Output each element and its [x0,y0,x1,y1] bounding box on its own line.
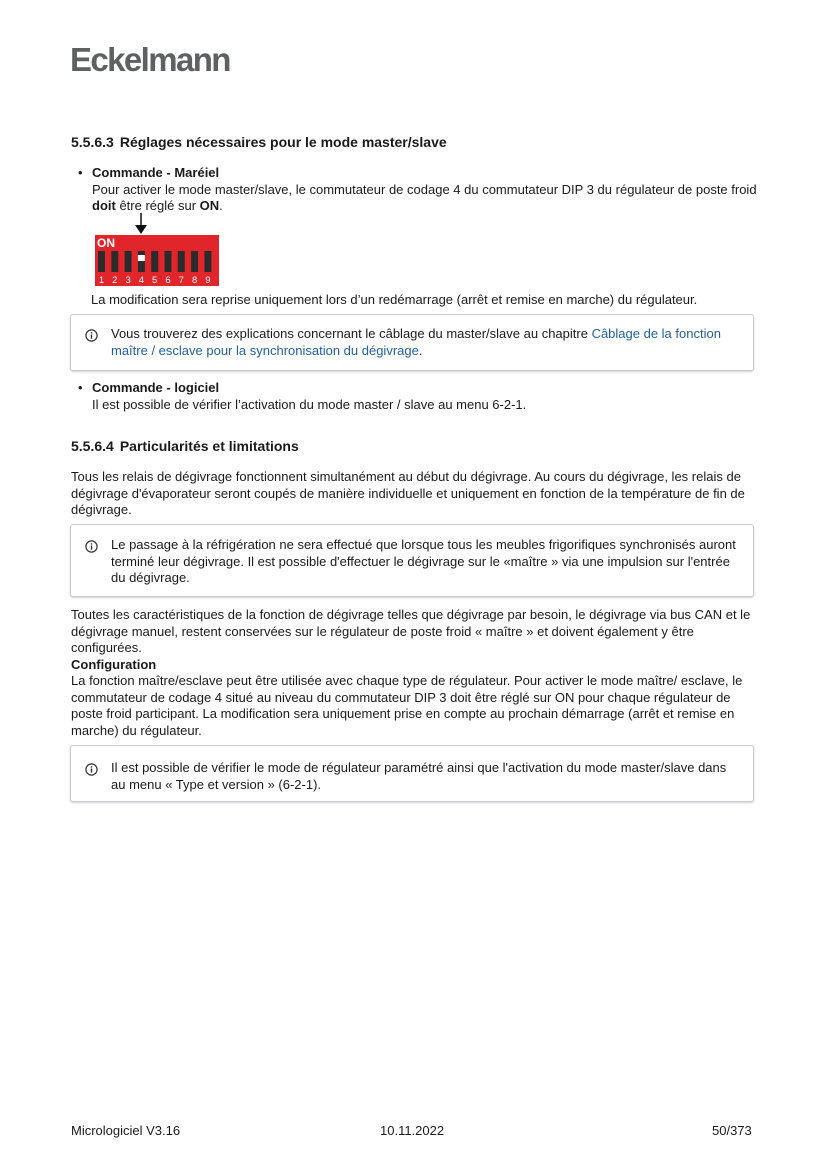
bullet-heading: Commande - Maréiel [92,165,220,180]
paragraph-configuration: La fonction maître/esclave peut être utilisée avec chaque type de régulateur. Pour activer le mode maître/ esclave, le commutateur de codage 4 situé au niveau du commutateur DIP 3 doit être réglé sur ON pour chaque régulateur de poste froid participant. La modification sera uniquement prise en compte au prochain démarrage (arrêt et remise en marche) du régulateur. [71,673,743,738]
dip-number-label: 4 [138,275,145,286]
footer-date: 10.11.2022 [380,1123,445,1138]
dip-switch-4 [138,251,145,272]
info-note-wiring [70,314,754,371]
section-number: 5.5.6.3 [71,134,114,150]
dip-switch-2 [111,251,118,272]
dip-number-label: 6 [165,275,171,286]
chapter-link[interactable]: Câblage de la fonction maître / esclave pour la synchronisation du dégivrage [111,326,721,358]
section-title: Particularités et limitations [119,438,299,454]
dip-number-label: 7 [178,275,184,286]
dip-on-label: ON [97,236,115,250]
bullet-marker: • [78,165,83,180]
info-note-menu [70,745,754,802]
bullet-software [78,380,758,413]
bullet-text: Pour activer le mode master/slave, le commutateur de codage 4 du commutateur DIP 3 du régulateur de poste froid doit être réglé sur ON. [92,181,757,213]
dip-switch-image [95,235,219,286]
eckelmann-logo: Eckelmann [70,41,230,78]
arrow-down-icon [134,213,148,235]
bullet-heading: Commande - logiciel [92,380,220,395]
bullet-hardware [78,165,758,215]
note-text: Le passage à la réfrigération ne sera effectué que lorsque tous les meubles frigorifiques synchronisés auront terminé leur dégivrage. Il est possible d'effectuer le dégivrage sur le «maître » via une impulsion sur l'entrée du dégivrage. [111,537,736,585]
info-note-refrigeration [70,524,754,597]
section-title: Réglages nécessaires pour le mode master/slave [119,134,447,150]
dip-number-label: 5 [152,275,158,286]
footer-page-number: 50/373 [712,1123,752,1138]
dip-switch-9 [204,251,211,272]
section-heading-5-5-6-3 [71,134,447,151]
paragraph-relays: Tous les relais de dégivrage fonctionnent simultanément au début du dégivrage. Au cours du dégivrage, les relais de dégivrage d'évaporateur seront coupés de manière individuelle et uniquement en fonction de la température de fin de dégivrage. [71,469,745,517]
dip-number-label: 9 [205,275,211,286]
bullet-marker: • [78,380,83,395]
footer-firmware: Micrologiciel V3.16 [71,1123,181,1138]
info-circle-icon [85,763,98,776]
note-text: Il est possible de vérifier le mode de régulateur paramétré ainsi que l'activation du mode master/slave dans au menu « Type et version » (6-2-1). [111,760,727,792]
dip-switch-8 [191,251,198,272]
configuration-heading: Configuration [71,657,157,672]
dip-number-label: 2 [112,275,118,286]
dip-switch-3 [125,251,132,272]
info-circle-icon [85,329,98,342]
dip-number-label: 1 [98,275,105,286]
dip-switch-knob-on [138,255,145,261]
section-number: 5.5.6.4 [71,438,114,454]
paragraph-characteristics: Toutes les caractéristiques de la fonction de dégivrage telles que dégivrage par besoin, le dégivrage via bus CAN et le dégivrage manuel, restent conservées sur le régulateur de poste froid « maître » et doivent également y être configurées. [71,607,751,655]
section-heading-5-5-6-4 [71,438,299,455]
dip-switch-5 [151,251,158,272]
info-circle-icon [85,540,98,553]
dip-switch-6 [165,251,172,272]
restart-note-text: La modification sera reprise uniquement lors d’un redémarrage (arrêt et remise en marche) du régulateur. [91,292,698,307]
dip-number-label: 3 [125,275,131,286]
dip-switch-7 [178,251,185,272]
dip-number-label: 8 [191,275,198,286]
bullet-text: Il est possible de vérifier l’activation du mode master / slave au menu 6-2-1. [92,396,527,412]
note-text: Vous trouverez des explications concernant le câblage du master/slave au chapitre Câblage de la fonction maître / esclave pour la synchronisation du dégivrage. [111,326,721,358]
dip-switch-1 [98,251,105,272]
